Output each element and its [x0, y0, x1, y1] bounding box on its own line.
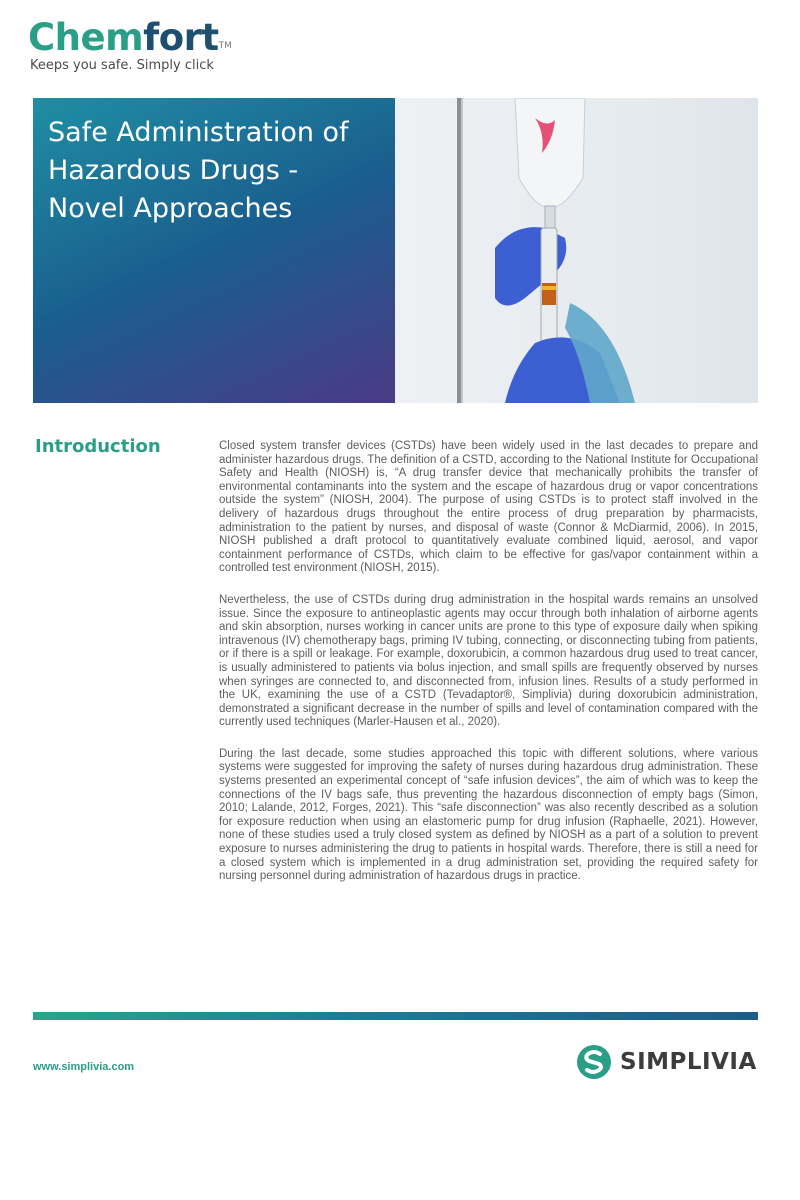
simplivia-s-logo-icon — [576, 1044, 612, 1080]
page-title: Safe Administration of Hazardous Drugs - Novel Approaches — [48, 117, 349, 224]
introduction-paragraph: During the last decade, some studies approached this topic with different solutions, where various systems were suggested for improving the safety of nurses during hazardous drug administration. These systems presented an experimental concept of “safe infusion devices”, the aim of which was to keep the connections of the IV bags safe, thus preventing the hazardous disconnection of empty bags (Simon, 2010; Lalande, 2012, Forges, 2021). This “safe disconnection” was also recently described as a solution for exposure reduction when using an elastomeric pump for drug infusion (Raphaelle, 2021). However, none of these studies used a truly closed system as defined by NIOSH as a part of a solution to prevent exposure to nurses administering the drug to patients in hospital wards. Therefore, there is still a need for a closed system which is implemented in a drug administration set, providing the required safety for nursing personnel during administration of hazardous drugs in practice. — [219, 747, 758, 883]
chemfort-logo — [28, 16, 232, 73]
brand-name-part1: Chem — [28, 16, 144, 59]
spike-port — [545, 206, 555, 228]
introduction-paragraph: Closed system transfer devices (CSTDs) have been widely used in the last decades to prepare and administer hazardous drugs. The definition of a CSTD, according to the National Institute for Occupational Safety and Health (NIOSH) is, “A drug transfer device that mechanically prohibits the transfer of environmental contaminants into the system and the escape of hazardous drug or vapor concentrations outside the system” (NIOSH, 2004). The purpose of using CSTDs is to protect staff involved in the delivery of hazardous drugs throughout the entire process of drug preparation by pharmacists, administration to the patient by nurses, and disposal of waste (Connor & McDiarmid, 2006). In 2015, NIOSH published a draft protocol to quantitatively evaluate combined liquid, aerosol, and vapor containment performance of CSTDs, which claim to be effective for gas/vapor containment within a controlled test environment (NIOSH, 2015). — [219, 440, 758, 575]
iv-bag — [515, 98, 585, 208]
iv-bag-syringe-image — [395, 98, 758, 403]
introduction-body — [219, 440, 758, 902]
simplivia-logo — [576, 1044, 757, 1080]
brand-name — [28, 16, 232, 60]
trademark-mark: TM — [218, 41, 232, 51]
iv-pole-highlight — [461, 98, 463, 403]
syringe-band — [542, 286, 556, 290]
website-link[interactable]: www.simplivia.com — [33, 1061, 135, 1073]
brand-name-part2: fort — [143, 16, 219, 59]
brand-tagline: Keeps you safe. Simply click — [30, 58, 214, 73]
introduction-heading: Introduction — [35, 436, 161, 457]
simplivia-logo-text: SIMPLIVIA — [620, 1049, 757, 1075]
introduction-paragraph: Nevertheless, the use of CSTDs during drug administration in the hospital wards remains an unsolved issue. Since the exposure to antineoplastic agents may occur through both inhalation of airborne agents and skin absorption, nurses working in cancer units are prone to this type of exposure daily when spiking intravenous (IV) chemotherapy bags, priming IV tubing, connecting, or disconnecting tubing from patients, or if there is a spill or leakage. For example, doxorubicin, a common hazardous drug used to treat cancer, is usually administered to patients via bolus injection, and small spills are frequently observed by nurses when syringes are connected to, and disconnected from, infusion lines. Results of a study performed in the UK, examining the use of a CSTD (Tevadaptor®, Simplivia) during doxorubicin administration, demonstrated a significant decrease in the number of spills and level of contamination compared with the currently used techniques (Marler-Hausen et al., 2020). — [219, 593, 758, 729]
hero-photo — [395, 98, 758, 403]
hero-banner — [33, 98, 758, 403]
footer-divider — [33, 1012, 758, 1020]
hero-title-panel — [33, 98, 395, 403]
iv-pole — [457, 98, 461, 403]
